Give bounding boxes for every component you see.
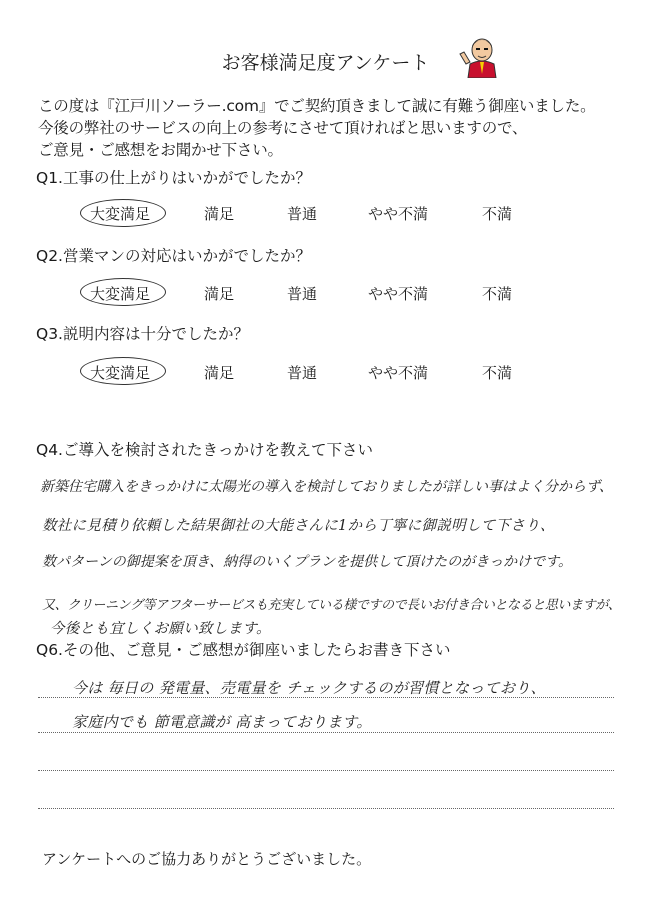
- option-dissatisfied[interactable]: 不満: [482, 285, 513, 303]
- option-dissatisfied[interactable]: 不満: [482, 364, 513, 382]
- option-satisfied[interactable]: 満足: [204, 205, 235, 223]
- q4-answer-line-1: 新築住宅購入をきっかけに太陽光の導入を検討しておりましたが詳しい事はよく分からず、: [40, 479, 613, 495]
- option-neutral[interactable]: 普通: [287, 285, 318, 303]
- q4-answer-line-5: 今後とも宜しくお願い致します。: [50, 621, 271, 637]
- option-neutral[interactable]: 普通: [287, 205, 318, 223]
- option-somewhat-dissatisfied[interactable]: やや不満: [368, 205, 429, 223]
- question-2-label: Q2.営業マンの対応はいかがでしたか？: [36, 247, 311, 265]
- answer-rule-4: [38, 808, 614, 809]
- option-neutral[interactable]: 普通: [287, 364, 318, 382]
- option-somewhat-dissatisfied[interactable]: やや不満: [368, 364, 429, 382]
- q4-answer-line-4: 又、クリーニング等アフターサービスも充実している様ですので長いお付き合いとなると思いますが、: [42, 598, 621, 613]
- answer-rule-3: [38, 770, 614, 771]
- option-very-satisfied[interactable]: 大変満足: [90, 205, 151, 223]
- question-4-label: Q4.ご導入を検討されたきっかけを教えて下さい: [36, 441, 373, 459]
- q6-answer-line-2: 家庭内でも 節電意識が 高まっております。: [72, 713, 372, 731]
- answer-rule-1: [38, 697, 614, 698]
- question-1-label: Q1.工事の仕上がりはいかがでしたか？: [36, 169, 311, 187]
- option-somewhat-dissatisfied[interactable]: やや不満: [368, 285, 429, 303]
- intro-line-1: この度は『江戸川ソーラー.com』でご契約頂きまして誠に有難う御座いました。: [38, 97, 596, 115]
- answer-rule-2: [38, 732, 614, 733]
- option-satisfied[interactable]: 満足: [204, 285, 235, 303]
- q4-answer-line-3: 数パターンの御提案を頂き、納得のいくプランを提供して頂けたのがきっかけです。: [42, 554, 573, 570]
- option-very-satisfied[interactable]: 大変満足: [90, 285, 151, 303]
- intro-line-2: 今後の弊社のサービスの向上の参考にさせて頂ければと思いますので、: [38, 119, 528, 137]
- option-very-satisfied[interactable]: 大変満足: [90, 364, 151, 382]
- mascot-illustration: [456, 34, 506, 78]
- question-6-label: Q6.その他、ご意見・ご感想が御座いましたらお書き下さい: [36, 641, 451, 659]
- q4-answer-line-2: 数社に見積り依頼した結果御社の大能さんに1から丁寧に御説明して下さり、: [42, 518, 555, 534]
- footer-thanks: アンケートへのご協力ありがとうございました。: [42, 850, 372, 868]
- question-3-label: Q3.説明内容は十分でしたか？: [36, 325, 249, 343]
- intro-line-3: ご意見・ご感想をお聞かせ下さい。: [38, 141, 283, 159]
- q6-answer-line-1: 今は 毎日の 発電量、売電量を チェックするのが習慣となっており、: [72, 679, 546, 697]
- option-satisfied[interactable]: 満足: [204, 364, 235, 382]
- survey-title: お客様満足度アンケート: [221, 52, 430, 74]
- option-dissatisfied[interactable]: 不満: [482, 205, 513, 223]
